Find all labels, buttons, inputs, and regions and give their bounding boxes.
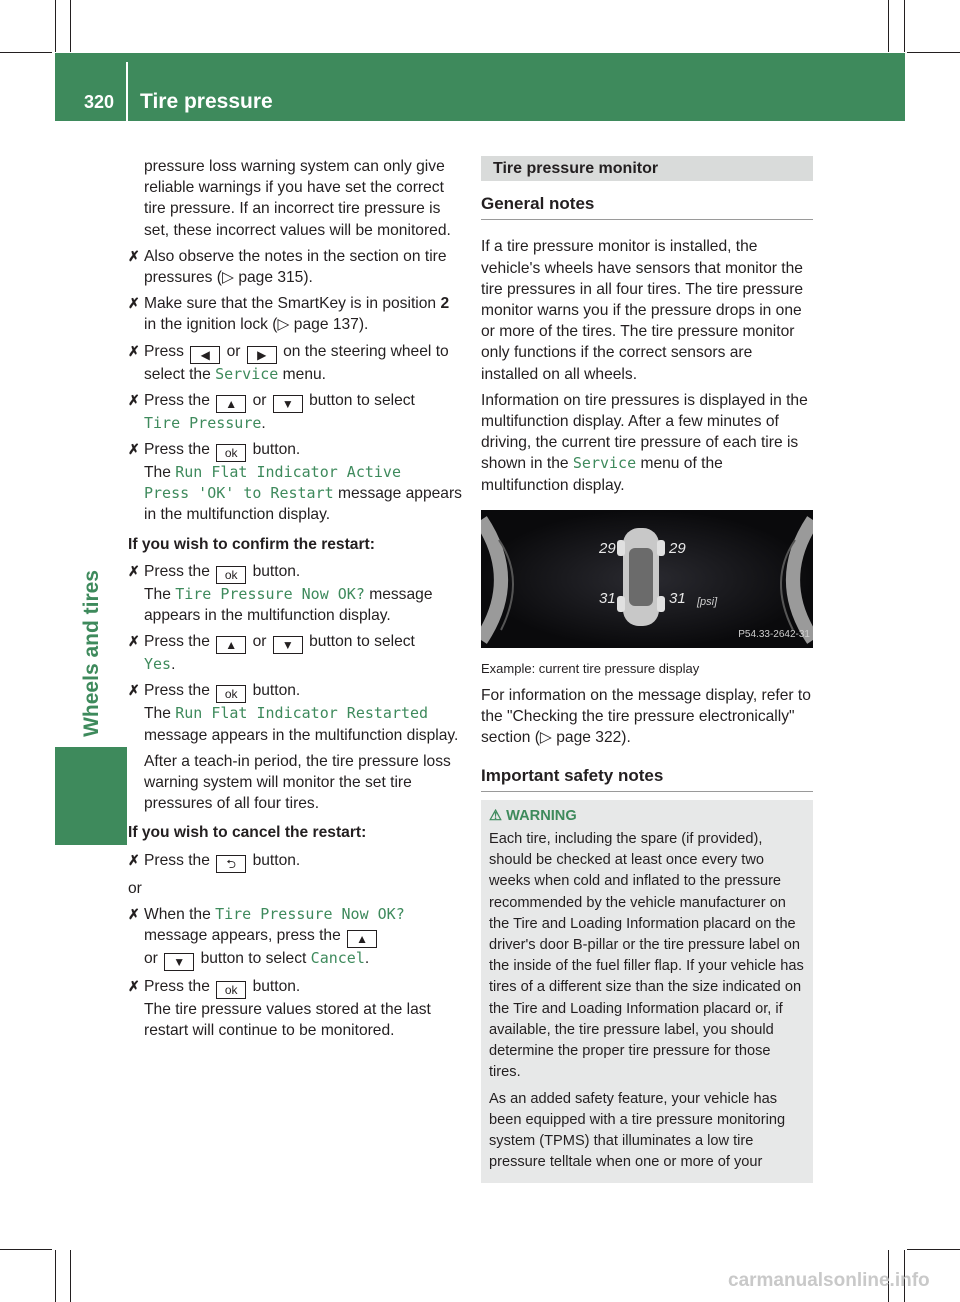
paragraph: For information on the message display, refer to the "Checking the tire pressure electronically" section (▷ page 322). — [481, 687, 811, 747]
figure-caption: Example: current tire pressure display — [481, 660, 700, 676]
step-item: ✗ When the Tire Pressure Now OK? message appears, press the ▲ or ▼ button to select Cancel. — [128, 904, 405, 970]
step-bullet-icon: ✗ — [128, 682, 140, 699]
step-bullet-icon: ✗ — [128, 342, 140, 359]
page-number: 320 — [84, 92, 115, 112]
ok-key-icon: ok — [216, 444, 246, 462]
step-item: ✗ Also observe the notes in the section on tire pressures (▷ page 315). — [128, 247, 447, 287]
side-tab-marker — [55, 747, 127, 845]
step-item: ✗ Press the ok button. The tire pressure values stored at the last restart will continue to be monitored. — [128, 978, 431, 1040]
warning-title: ⚠ WARNING — [489, 807, 577, 824]
step-item: ✗ Press the ▲ or ▼ button to select Tire Pressure. — [128, 391, 415, 432]
step-bullet-icon: ✗ — [128, 441, 140, 458]
down-arrow-key-icon: ▼ — [164, 953, 194, 971]
crop-mark — [55, 1250, 56, 1302]
crop-mark — [907, 52, 960, 53]
up-arrow-key-icon: ▲ — [216, 636, 246, 654]
tire-pressure-rear-right: 31 — [669, 589, 686, 607]
step-item: ✗ Press the ⮌ button. — [128, 851, 301, 871]
pressure-unit: [psi] — [697, 595, 718, 608]
step-item: ✗ Press the ok button. The Tire Pressure Now OK? message appears in the multifunction display. — [128, 562, 433, 625]
step-bullet-icon: ✗ — [128, 562, 140, 579]
crop-mark — [0, 1249, 52, 1250]
tire-pressure-front-left: 29 — [599, 539, 616, 557]
right-column — [481, 156, 813, 1183]
general-notes-heading: General notes — [481, 193, 813, 220]
paragraph: If a tire pressure monitor is installed, the vehicle's wheels have sensors that monitor the tire pressures in all four tires. The tire pressure monitor warns you if the pressure drops in one or more of the tires. The tire pressure monitor only functions if the correct sensors are installed on all wheels. — [481, 238, 804, 383]
crop-mark — [904, 0, 905, 52]
right-arrow-key-icon: ▶ — [247, 346, 277, 364]
cancel-heading: If you wish to cancel the restart: — [128, 824, 367, 842]
crop-mark — [907, 1249, 960, 1250]
step-bullet-icon: ✗ — [128, 851, 140, 868]
step-bullet-icon: ✗ — [128, 295, 140, 312]
step-bullet-icon: ✗ — [128, 905, 140, 922]
confirm-heading: If you wish to confirm the restart: — [128, 535, 375, 553]
ok-key-icon: ok — [216, 685, 246, 703]
step-item: ✗ Press the ▲ or ▼ button to select Yes. — [128, 633, 415, 674]
left-column — [128, 156, 463, 1046]
left-arrow-key-icon: ◀ — [190, 346, 220, 364]
crop-mark — [0, 52, 52, 53]
back-key-icon: ⮌ — [216, 855, 246, 873]
step-bullet-icon: ✗ — [128, 391, 140, 408]
warning-text: As an added safety feature, your vehicle has been equipped with a tire pressure monitoring system (TPMS) that illuminates a low tire pressure telltale when one or more of your — [489, 1090, 786, 1171]
paragraph: Information on tire pressures is displayed in the multifunction display. After a few minutes of driving, the current tire pressure of each tire is shown in the Service menu of the multifunction display. — [481, 391, 808, 494]
down-arrow-key-icon: ▼ — [273, 395, 303, 413]
header-divider — [126, 62, 128, 121]
step-item: ✗ Press the ok button. The Run Flat Indicator Active Press 'OK' to Restart message appears in the multifunction display. — [128, 441, 462, 524]
safety-notes-heading: Important safety notes — [481, 765, 813, 792]
step-bullet-icon: ✗ — [128, 978, 140, 995]
down-arrow-key-icon: ▼ — [273, 636, 303, 654]
tire-pressure-rear-left: 31 — [599, 589, 616, 607]
page-title: Tire pressure — [140, 90, 273, 113]
step-item: ✗ Press the ok button. The Run Flat Indicator Restarted message appears in the multifunction display. After a teach-in period, the tire pressure loss warning system will monitor the set tire pressures of all four tires. — [128, 682, 459, 813]
ok-key-icon: ok — [216, 981, 246, 999]
step-item: ✗ Press ◀ or ▶ on the steering wheel to select the Service menu. — [128, 342, 449, 383]
crop-mark — [70, 1250, 71, 1302]
step-bullet-icon: ✗ — [128, 633, 140, 650]
or-text: or — [128, 879, 142, 897]
warning-box — [481, 800, 813, 1183]
up-arrow-key-icon: ▲ — [347, 930, 377, 948]
warning-text: Each tire, including the spare (if provided), should be checked at least once every two weeks when cold and inflated to the pressure recommended by the vehicle manufacturer on the Tire and Loading Information placard on the driver's door B-pillar or the tire pressure label on the inside of the fuel filler flap. If your vehicle has tires of a different size than the size indicated on the Tire and Loading Information placard or, if available, the tire pressure label, you should determine the proper tire pressure for those tires. — [489, 831, 804, 1081]
figure-code: P54.33-2642-31 — [738, 628, 810, 640]
crop-mark — [55, 0, 56, 52]
crop-mark — [888, 0, 889, 52]
step-bullet-icon: ✗ — [128, 247, 140, 264]
watermark: carmanualsonline.info — [728, 1270, 930, 1291]
tire-pressure-front-right: 29 — [669, 539, 686, 557]
warning-icon: ⚠ — [489, 807, 503, 824]
crop-mark — [70, 0, 71, 52]
step-item: ✗ Make sure that the SmartKey is in position 2 in the ignition lock (▷ page 137). — [128, 295, 450, 334]
section-heading: Tire pressure monitor — [481, 156, 813, 181]
side-tab-label: Wheels and tires — [80, 570, 103, 737]
up-arrow-key-icon: ▲ — [216, 395, 246, 413]
tire-pressure-display-figure — [481, 510, 813, 648]
intro-paragraph: pressure loss warning system can only give reliable warnings if you have set the correct tire pressure. If an incorrect tire pressure is set, these incorrect values will be monitored. — [144, 158, 451, 239]
ok-key-icon: ok — [216, 566, 246, 584]
